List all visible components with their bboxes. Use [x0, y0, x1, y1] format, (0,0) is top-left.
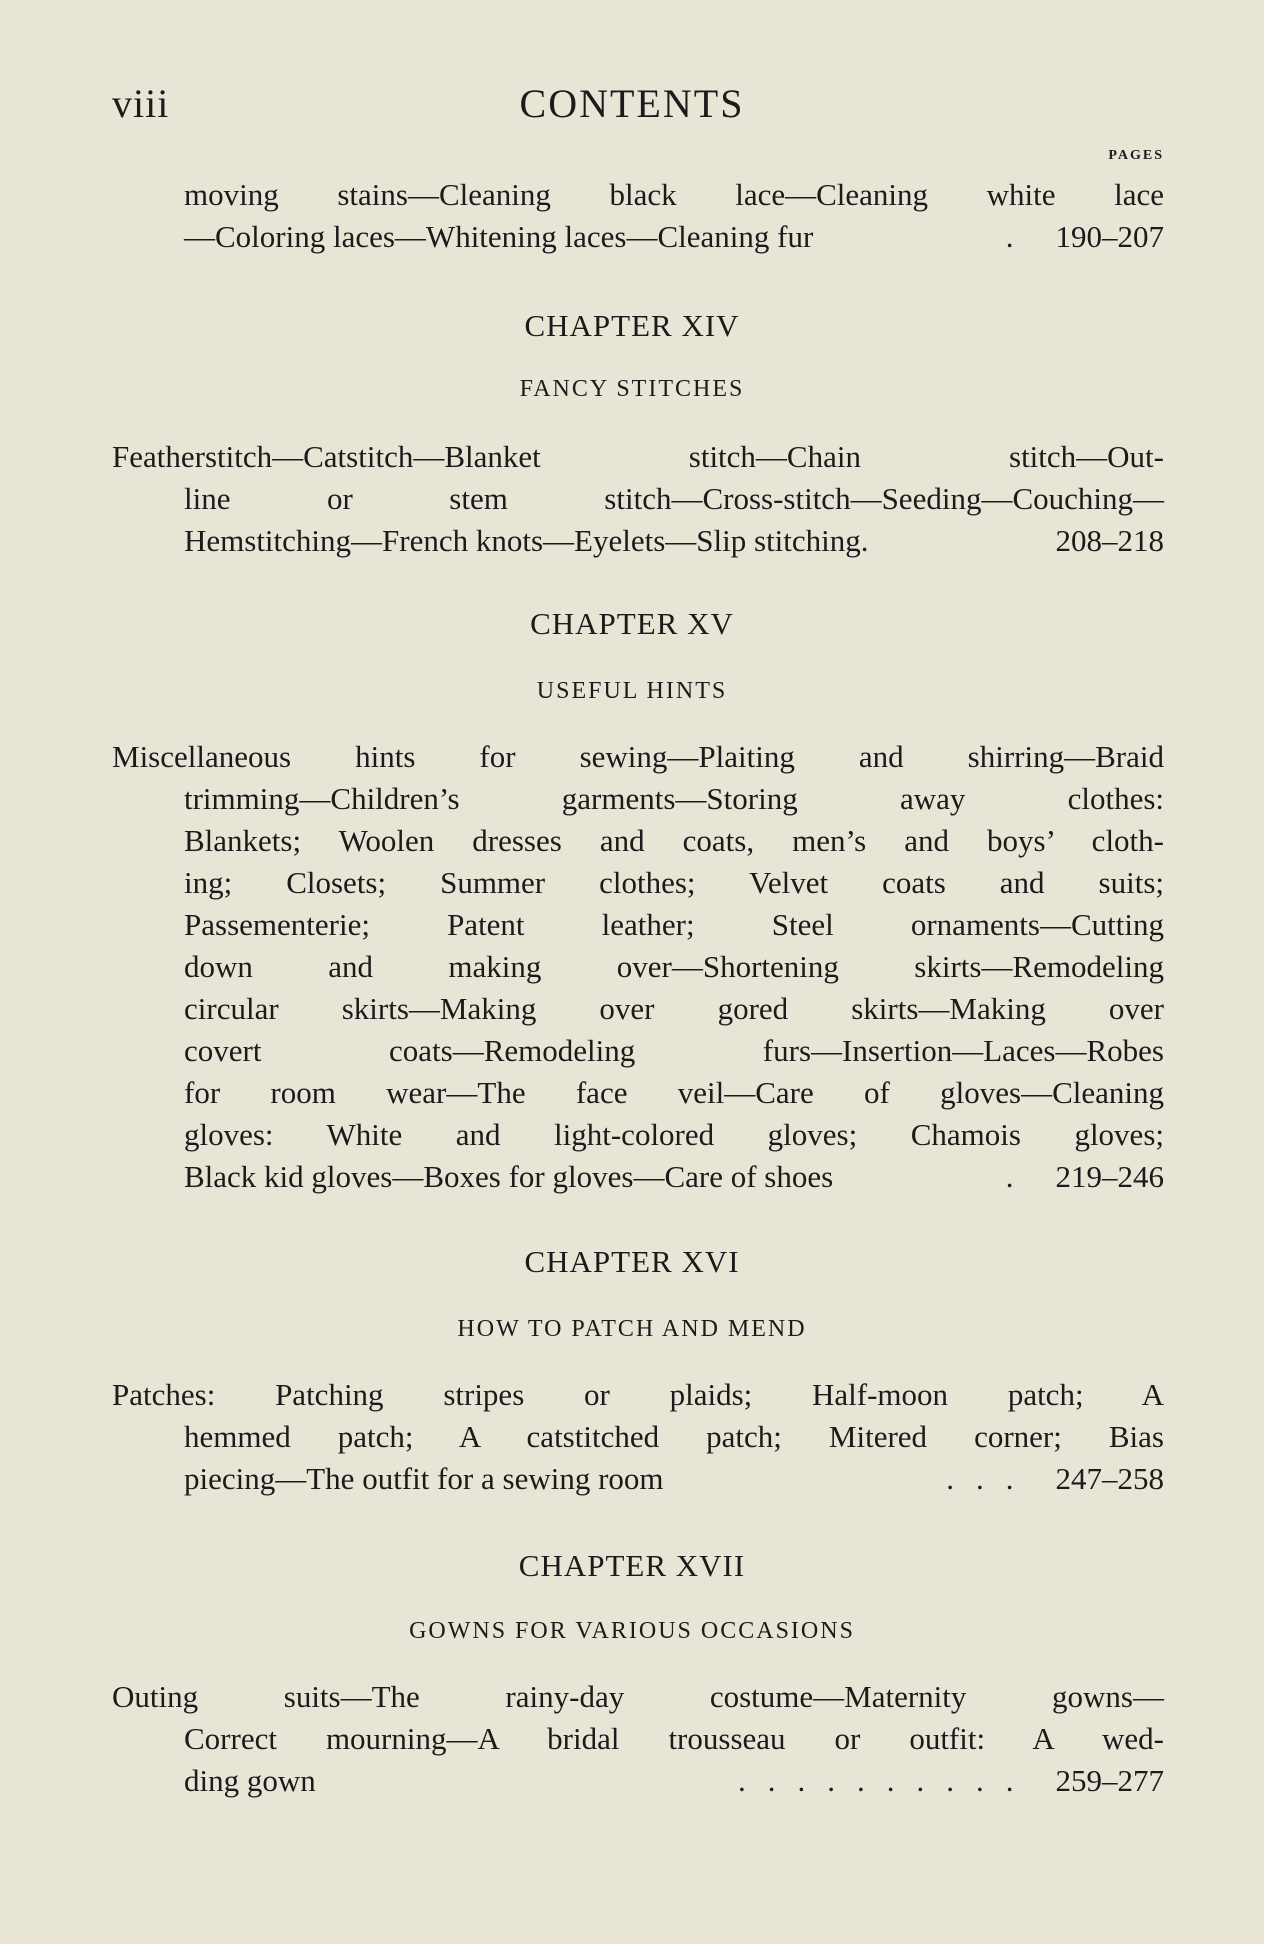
toc-entry-line [112, 478, 1164, 520]
toc-entry-line [112, 1676, 1164, 1718]
toc-entry-line [112, 820, 1164, 862]
toc-entry-text: moving stains—Cleaning black lace—Cleaning white lace [184, 177, 1164, 212]
toc-entry-line [112, 1416, 1164, 1458]
toc-entry-line [112, 1458, 1164, 1500]
toc-entry-line [112, 1156, 1164, 1198]
toc-entry-text: —Coloring laces—Whitening laces—Cleaning fur [184, 219, 814, 254]
page-range: 219–246 [1055, 1159, 1164, 1194]
toc-entry-text: Black kid gloves—Boxes for gloves—Care of shoes [184, 1159, 834, 1194]
toc-entry-text: Correct mourning—A bridal trousseau or outfit: A wed- [184, 1721, 1164, 1756]
toc-entry-line [112, 778, 1164, 820]
toc-entry-text: covert coats—Remodeling furs—Insertion—Laces—Robes [184, 1033, 1164, 1068]
dot-leader [869, 520, 1056, 562]
toc-entry [112, 436, 1164, 562]
toc-entry-text: hemmed patch; A catstitched patch; Mitered corner; Bias [184, 1419, 1164, 1454]
toc-entry-text: for room wear—The face veil—Care of gloves—Cleaning [184, 1075, 1164, 1110]
toc-entry-text: ing; Closets; Summer clothes; Velvet coats and suits; [184, 865, 1164, 900]
chapter-title: HOW TO PATCH AND MEND [457, 1316, 807, 1342]
toc-entry-text: line or stem stitch—Cross-stitch—Seeding—Couching— [184, 481, 1164, 516]
dot-leader: . [1005, 219, 1036, 254]
toc-entry-text: Blankets; Woolen dresses and coats, men’s and boys’ cloth- [184, 823, 1164, 858]
toc-entry-text: Patches: Patching stripes or plaids; Half-moon patch; A [112, 1377, 1164, 1412]
toc-entry-text: piecing—The outfit for a sewing room [184, 1461, 664, 1496]
chapter-title: USEFUL HINTS [536, 678, 728, 704]
chapter-heading: CHAPTER XV [530, 606, 734, 641]
toc-entry [112, 1374, 1164, 1500]
page-number: viii [112, 81, 170, 126]
toc-entry-line [112, 946, 1164, 988]
pages-column-label: PAGES [1108, 148, 1164, 163]
toc-entry-line [112, 216, 1164, 258]
dot-leader: ... [946, 1461, 1036, 1496]
toc-entry [112, 736, 1164, 1198]
toc-entry-line [112, 1030, 1164, 1072]
chapter-title: GOWNS FOR VARIOUS OCCASIONS [409, 1618, 855, 1644]
toc-entry-text: down and making over—Shortening skirts—Remodeling [184, 949, 1164, 984]
toc-entry-line [112, 1374, 1164, 1416]
page-range: 190–207 [1055, 219, 1164, 254]
toc-entry-line [112, 1114, 1164, 1156]
running-head: CONTENTS [519, 81, 745, 126]
chapter-title: FANCY STITCHES [519, 376, 745, 402]
toc-entry-line [112, 1072, 1164, 1114]
toc-entry-text: circular skirts—Making over gored skirts—Making over [184, 991, 1164, 1026]
toc-entry-line [112, 1718, 1164, 1760]
chapter-heading: CHAPTER XVI [524, 1244, 740, 1279]
toc-entry-text: Miscellaneous hints for sewing—Plaiting and shirring—Braid [112, 739, 1164, 774]
toc-entry-line [112, 904, 1164, 946]
toc-entry-line [112, 174, 1164, 216]
toc-entry-continuation [112, 174, 1164, 258]
toc-entry-text: gloves: White and light-colored gloves; Chamois gloves; [184, 1117, 1164, 1152]
page-range: 247–258 [1055, 1461, 1164, 1496]
page-range: 259–277 [1055, 1763, 1164, 1798]
toc-entry-line [112, 520, 1164, 562]
toc-entry-text: Outing suits—The rainy-day costume—Maternity gowns— [112, 1679, 1164, 1714]
toc-entry-text: Passementerie; Patent leather; Steel ornaments—Cutting [184, 907, 1164, 942]
toc-entry-text: trimming—Children’s garments—Storing away clothes: [184, 781, 1164, 816]
toc-entry [112, 1676, 1164, 1802]
dot-leader: . [1005, 1159, 1036, 1194]
toc-entry-line [112, 988, 1164, 1030]
toc-entry-text: Featherstitch—Catstitch—Blanket stitch—Chain stitch—Out- [112, 439, 1164, 474]
toc-entry-line [112, 736, 1164, 778]
toc-entry-text: ding gown [184, 1763, 316, 1798]
chapter-heading: CHAPTER XIV [524, 308, 740, 343]
chapter-heading: CHAPTER XVII [518, 1548, 746, 1583]
dot-leader: .......... [738, 1763, 1036, 1798]
toc-entry-text: Hemstitching—French knots—Eyelets—Slip stitching. [184, 523, 869, 558]
toc-entry-line [112, 1760, 1164, 1802]
page-range: 208–218 [1055, 523, 1164, 558]
toc-entry-line [112, 436, 1164, 478]
toc-entry-line [112, 862, 1164, 904]
